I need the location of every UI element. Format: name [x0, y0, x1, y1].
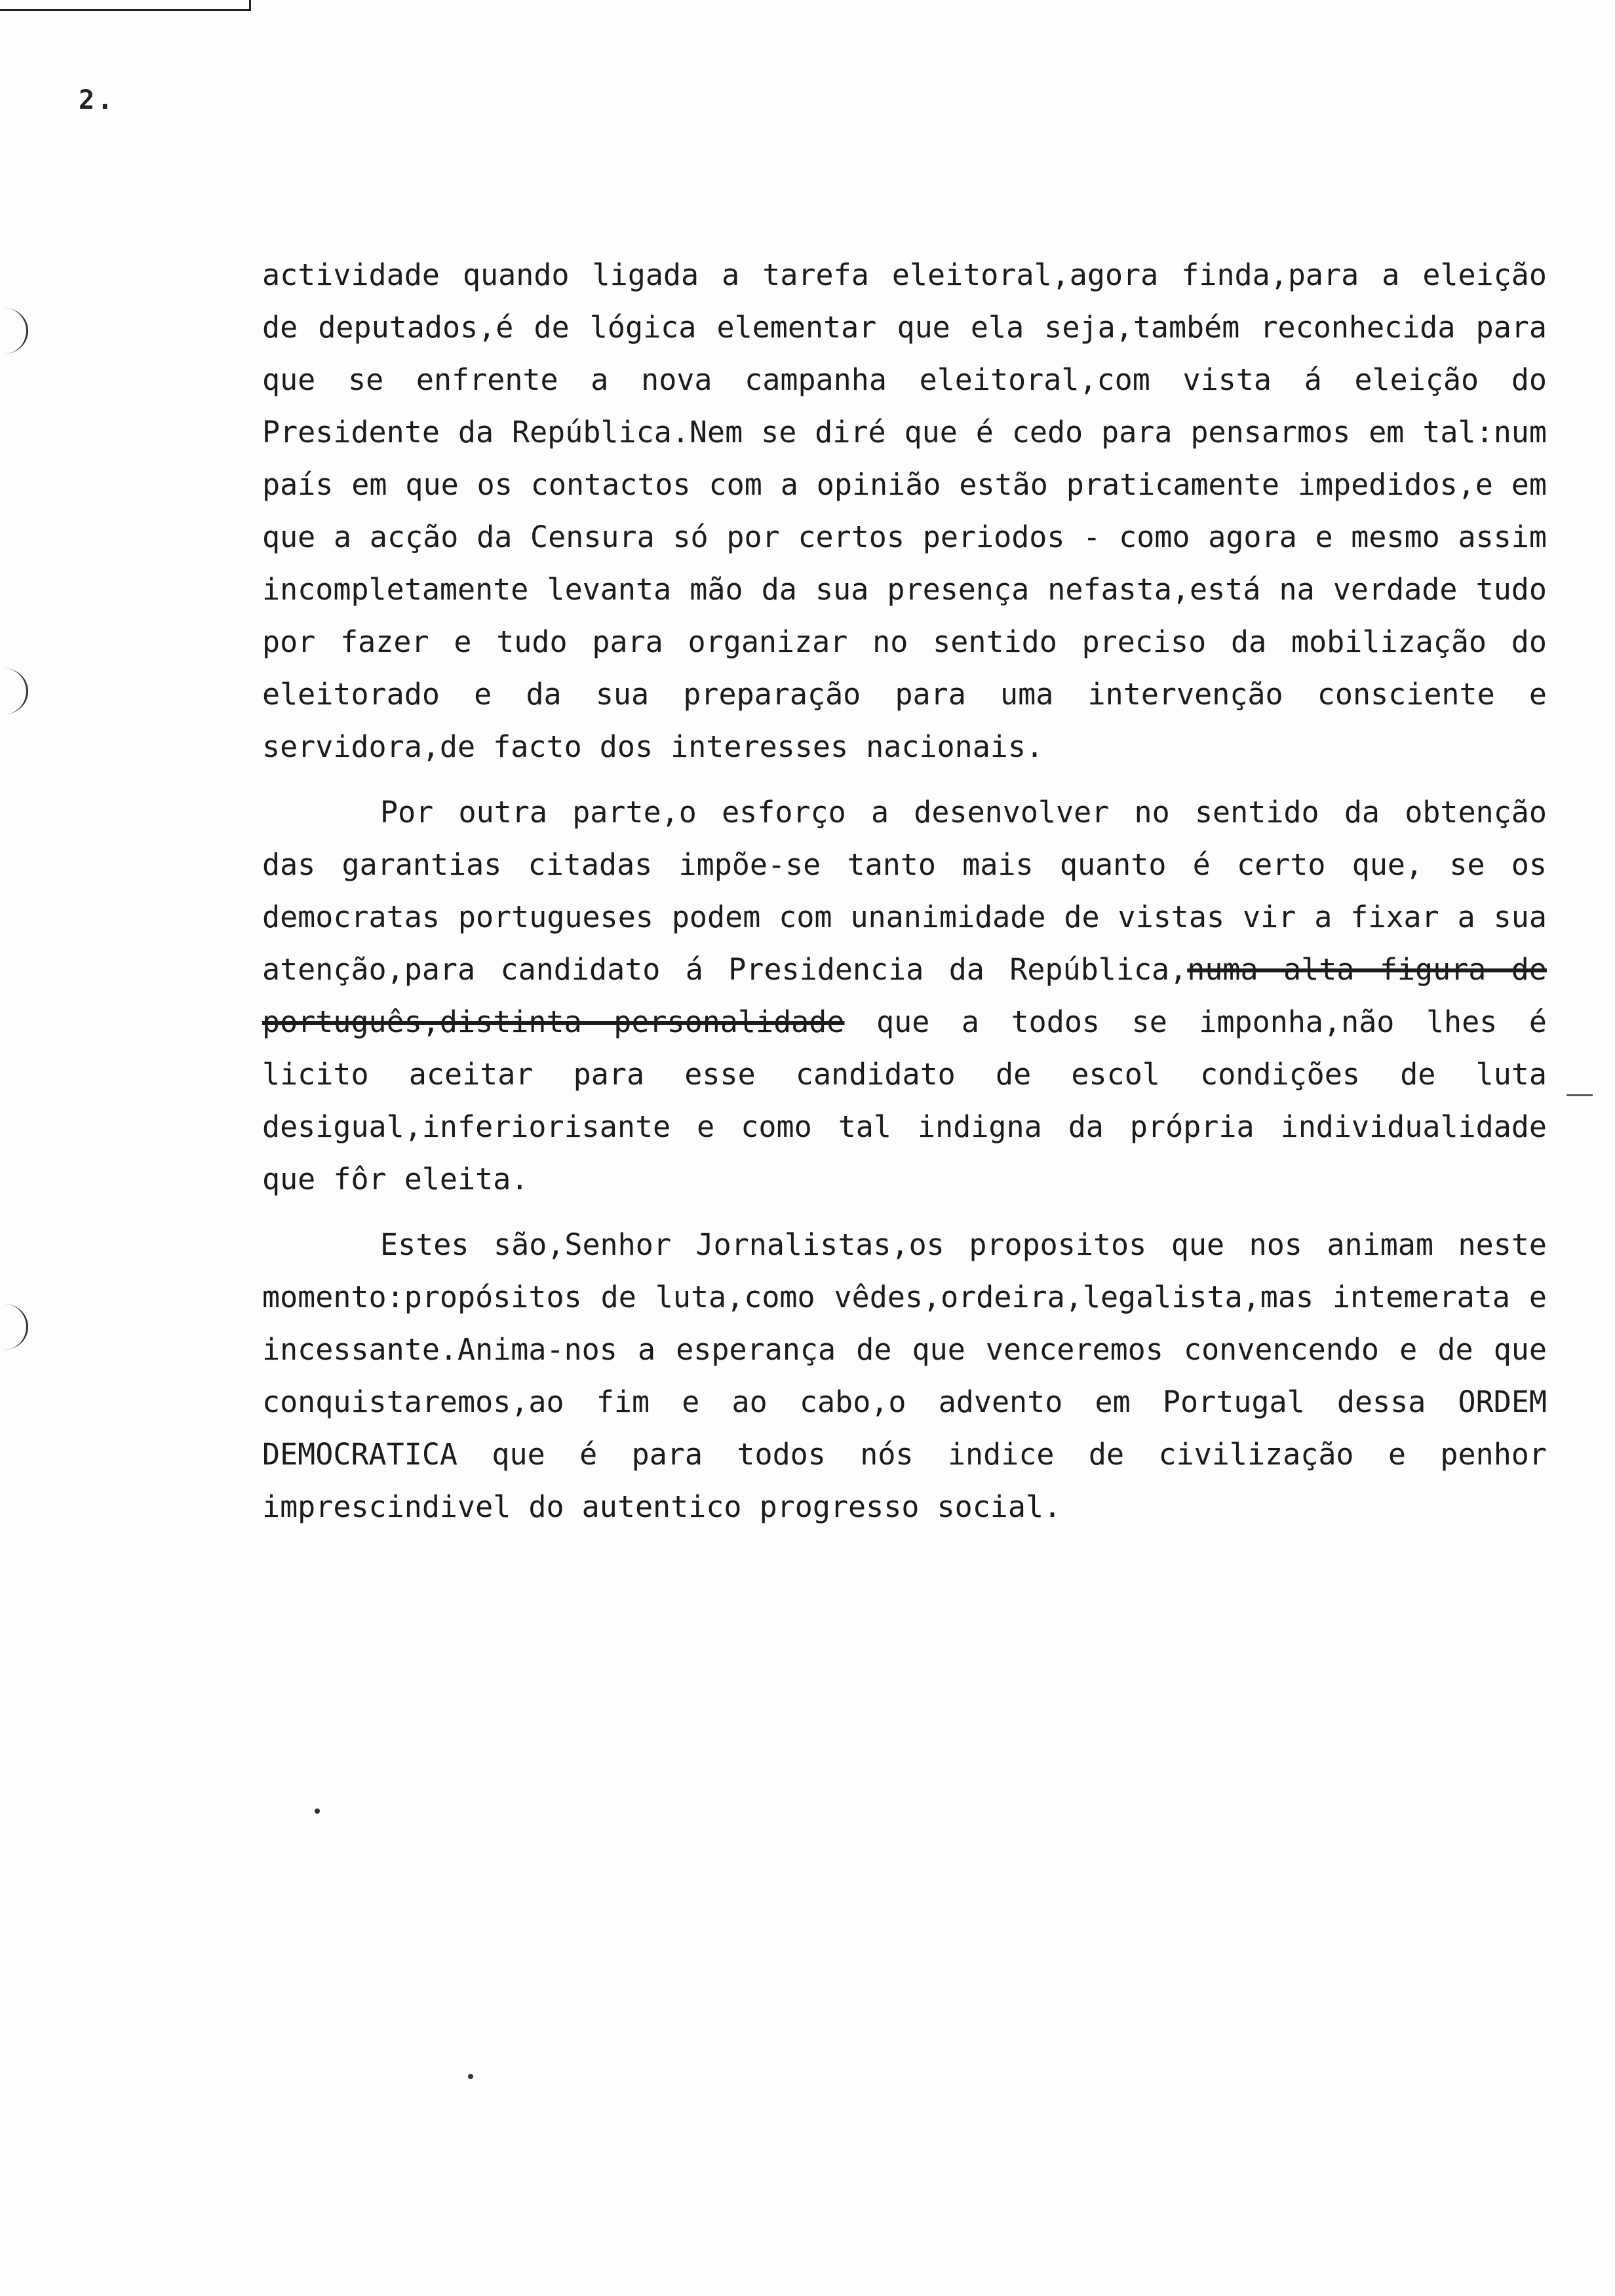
- paragraph-1: actividade quando ligada a tarefa eleitoral,agora finda,para a eleição de deputados,é de lógica elementar que ela seja,também reconhecida para que se enfrente a nova campanha eleitoral,com vista á eleição do Presidente da República.Nem se diré que é cedo para pensarmos em tal:num país em que os contactos com a opinião estão praticamente impedidos,e em que a acção da Censura só por certos periodos - como agora e mesmo assim incompletamente levanta mão da sua presença nefasta,está na verdade tudo por fazer e tudo para organizar no sentido preciso da mobilização do eleitorado e da sua preparação para uma intervenção consciente e servidora,de facto dos interesses nacionais.: [262, 258, 1547, 764]
- struck-out-text: numa alta figura de português,distinta personalidade: [262, 952, 1547, 1039]
- letter-body: [262, 249, 1547, 1546]
- corner-fold-line: [0, 0, 251, 11]
- speck: [468, 2074, 473, 2079]
- paragraph-3: Estes são,Senhor Jornalistas,os propositos que nos animam neste momento:propósitos de luta,como vêdes,ordeira,legalista,mas intemerata e incessante.Anima-nos a esperança de que venceremos convencendo e de que conquistaremos,ao fim e ao cabo,o advento em Portugal dessa ORDEM DEMOCRATICA que é para todos nós indice de civilização e penhor imprescindivel do autentico progresso social.: [262, 1227, 1547, 1524]
- margin-tick: [1566, 1094, 1593, 1096]
- paragraph-2: [262, 786, 1547, 1206]
- binding-hole-mark: [0, 308, 28, 354]
- page-number: 2.: [79, 85, 116, 115]
- paragraph-2-text-before: Por outra parte,o esforço a desenvolver no sentido da obtenção das garantias citadas impõe-se tanto mais quanto é certo que, se os democratas portugueses podem com unanimidade de vistas vir a fixar a sua atenção,para candidato á Presidencia da República,: [262, 795, 1547, 987]
- binding-hole-mark: [0, 668, 28, 714]
- paragraph-2-text-after: que a todos se imponha,não lhes é licito aceitar para esse candidato de escol condições de luta desigual,inferiorisante e como tal indigna da própria individualidade que fôr eleita.: [262, 1004, 1547, 1196]
- binding-hole-mark: [0, 1304, 28, 1350]
- speck: [315, 1808, 320, 1814]
